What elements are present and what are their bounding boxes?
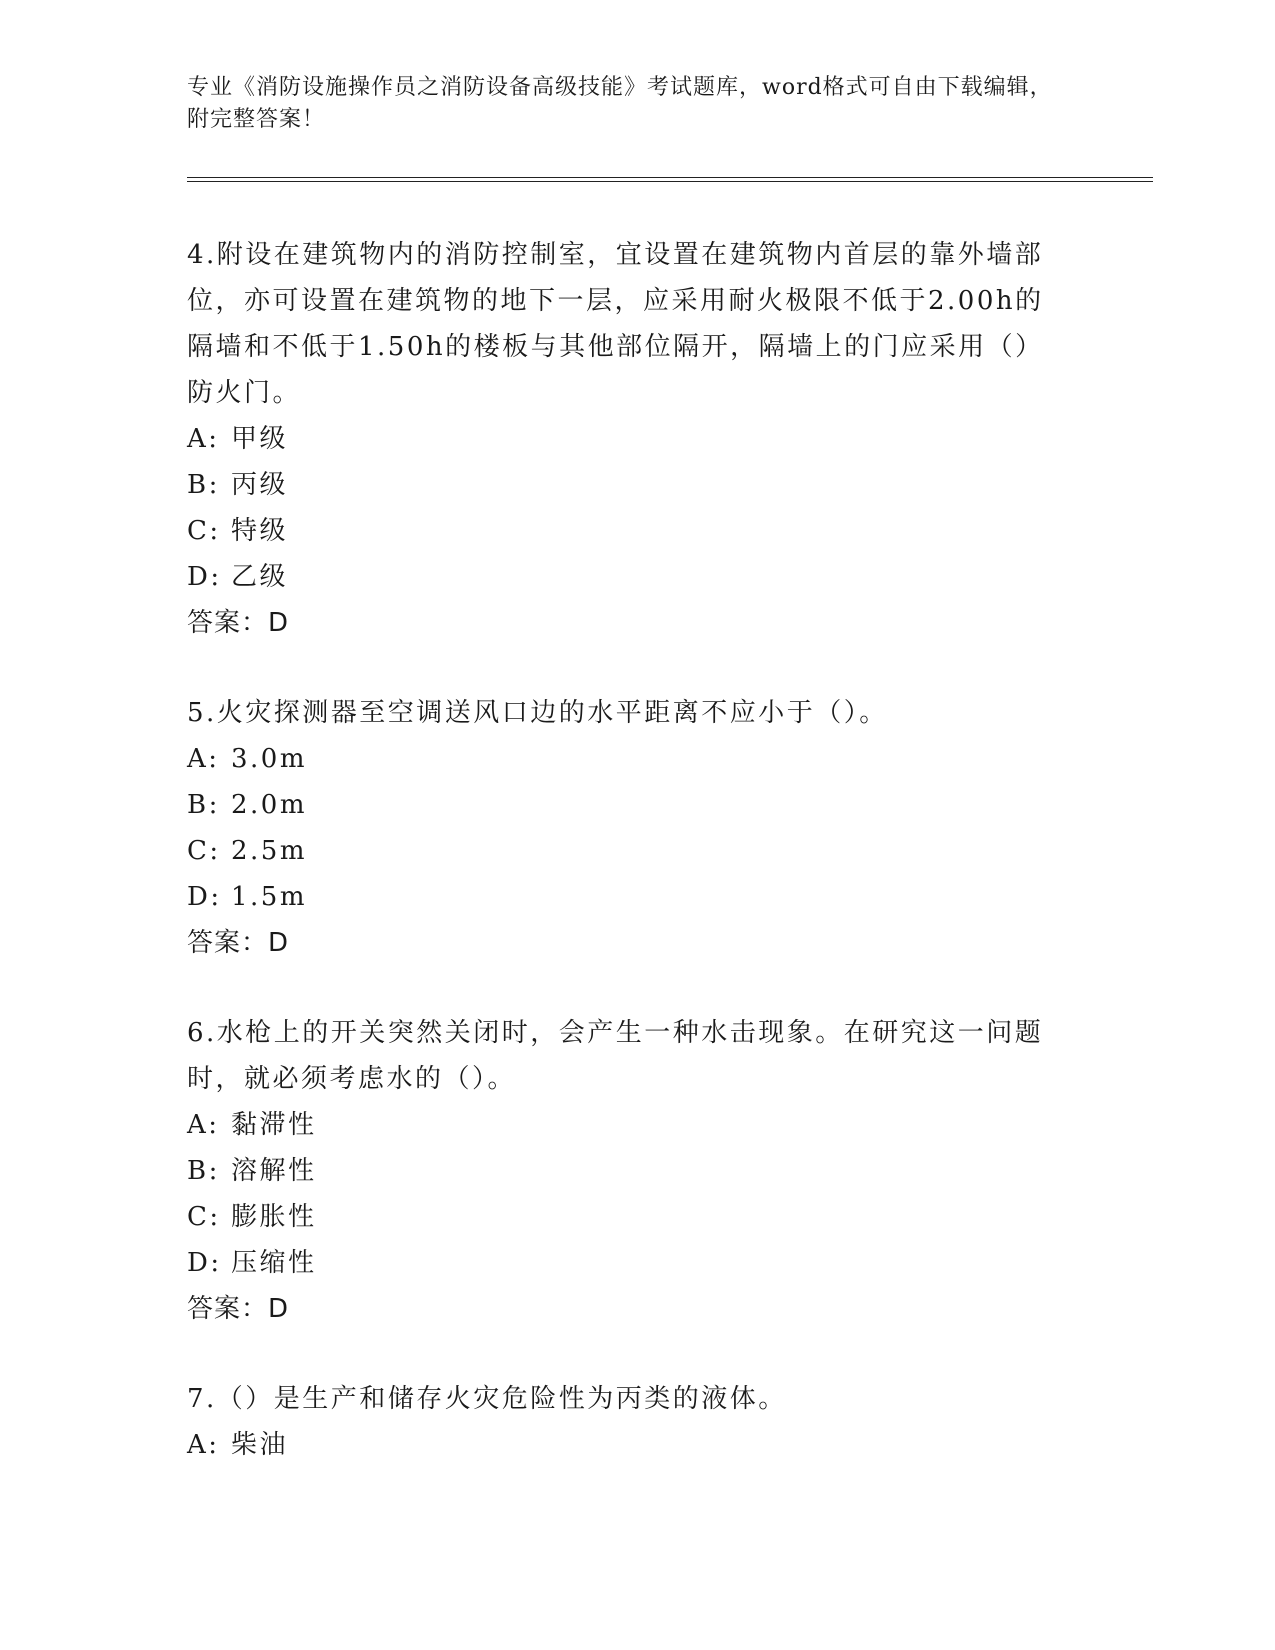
question-6 — [187, 1010, 1067, 1332]
answer-line: 答案：D — [187, 1294, 290, 1324]
header-divider-top — [187, 177, 1153, 178]
option-letter: B: — [187, 1156, 220, 1186]
option-letter: D: — [187, 1248, 222, 1278]
question-text: 4.附设在建筑物内的消防控制室，宜设置在建筑物内首层的靠外墙部位，亦可设置在建筑物的地下一层，应采用耐火极限不低于2.00h的隔墙和不低于1.50h的楼板与其他部位隔开，隔墙上的门应采用（）防火门。 — [187, 240, 1044, 408]
option-text: 乙级 — [231, 562, 289, 592]
option-a — [187, 1422, 1067, 1468]
option-c — [187, 508, 1067, 554]
option-d — [187, 554, 1067, 600]
option-letter: A: — [187, 1110, 220, 1140]
option-a — [187, 1102, 1067, 1148]
option-letter: D: — [187, 882, 222, 912]
answer-line: 答案：D — [187, 608, 290, 638]
option-letter: C: — [187, 516, 221, 546]
question-list — [187, 232, 1067, 1512]
option-text: 2.5m — [231, 836, 308, 866]
option-text: 压缩性 — [231, 1248, 317, 1278]
option-text: 1.5m — [231, 882, 308, 912]
option-letter: A: — [187, 424, 220, 454]
option-c — [187, 828, 1067, 874]
question-7 — [187, 1376, 1067, 1468]
option-d — [187, 1240, 1067, 1286]
header-divider-bottom — [187, 181, 1153, 182]
question-text: 5.火灾探测器至空调送风口边的水平距离不应小于（）。 — [187, 698, 888, 728]
document-header: 专业《消防设施操作员之消防设备高级技能》考试题库，word格式可自由下载编辑，附完整答案！ — [187, 75, 1053, 132]
option-text: 丙级 — [231, 470, 289, 500]
option-c — [187, 1194, 1067, 1240]
option-a — [187, 736, 1067, 782]
option-letter: B: — [187, 470, 220, 500]
option-letter: B: — [187, 790, 220, 820]
question-text: 7.（）是生产和储存火灾危险性为丙类的液体。 — [187, 1384, 787, 1414]
option-text: 甲级 — [231, 424, 289, 454]
option-text: 溶解性 — [231, 1156, 317, 1186]
option-text: 膨胀性 — [231, 1202, 317, 1232]
option-text: 2.0m — [231, 790, 308, 820]
option-letter: D: — [187, 562, 222, 592]
option-letter: A: — [187, 1430, 220, 1460]
option-text: 柴油 — [231, 1430, 289, 1460]
question-5 — [187, 690, 1067, 966]
question-4 — [187, 232, 1067, 646]
option-b — [187, 782, 1067, 828]
option-b — [187, 462, 1067, 508]
option-letter: A: — [187, 744, 220, 774]
option-d — [187, 874, 1067, 920]
option-text: 黏滞性 — [231, 1110, 317, 1140]
option-letter: C: — [187, 1202, 221, 1232]
option-text: 3.0m — [231, 744, 308, 774]
option-letter: C: — [187, 836, 221, 866]
option-b — [187, 1148, 1067, 1194]
option-text: 特级 — [231, 516, 289, 546]
answer-line: 答案：D — [187, 928, 290, 958]
option-a — [187, 416, 1067, 462]
question-text: 6.水枪上的开关突然关闭时，会产生一种水击现象。在研究这一问题时，就必须考虑水的（）。 — [187, 1018, 1044, 1094]
